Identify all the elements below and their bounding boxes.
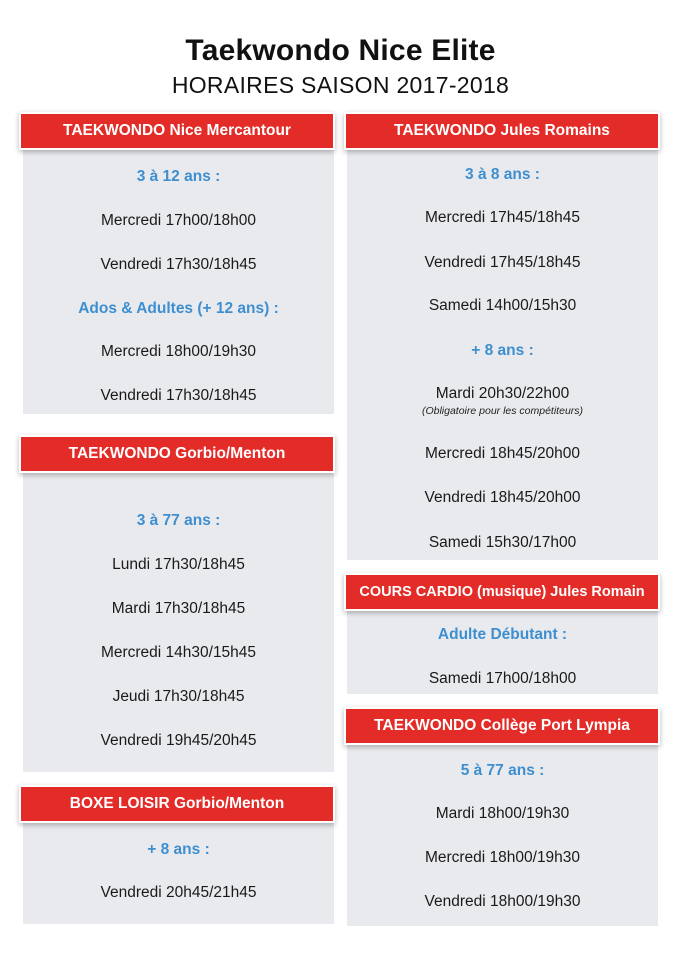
schedule-slot: Mercredi 18h45/20h00 xyxy=(424,445,581,462)
schedule-slot: Vendredi 18h45/20h00 xyxy=(424,489,581,506)
age-group-label: 3 à 8 ans : xyxy=(465,166,540,183)
schedule-slot: Samedi 15h30/17h00 xyxy=(428,534,577,551)
section-header-port-lympia: TAEKWONDO Collège Port Lympia xyxy=(346,709,658,743)
age-group-label: Ados & Adultes (+ 12 ans) : xyxy=(78,300,279,317)
age-group-label: Adulte Débutant : xyxy=(437,626,568,643)
schedule-slot: Mercredi 18h00/19h30 xyxy=(100,343,257,360)
schedule-slot: Mardi 18h00/19h30 xyxy=(435,805,570,822)
age-group-label: + 8 ans : xyxy=(147,841,210,858)
schedule-slot: Vendredi 18h00/19h30 xyxy=(424,893,581,910)
schedule-slot: Vendredi 19h45/20h45 xyxy=(100,732,257,749)
page-title: Taekwondo Nice Elite xyxy=(185,34,496,67)
schedule-slot: Mercredi 18h00/19h30 xyxy=(424,849,581,866)
schedule-note: (Obligatoire pour les compétiteurs) xyxy=(421,405,584,417)
schedule-slot: Mardi 20h30/22h00 xyxy=(435,385,570,402)
schedule-slot: Lundi 17h30/18h45 xyxy=(112,556,245,573)
schedule-slot: Vendredi 17h30/18h45 xyxy=(100,256,257,273)
age-group-label: 3 à 77 ans : xyxy=(136,512,221,529)
section-header-jules-romains: TAEKWONDO Jules Romains xyxy=(346,114,658,148)
section-header-mercantour: TAEKWONDO Nice Mercantour xyxy=(21,114,333,148)
schedule-slot: Mercredi 17h45/18h45 xyxy=(424,209,581,226)
schedule-slot: Mardi 17h30/18h45 xyxy=(111,600,246,617)
section-header-boxe: BOXE LOISIR Gorbio/Menton xyxy=(21,787,333,821)
schedule-slot: Mercredi 17h00/18h00 xyxy=(100,212,257,229)
age-group-label: 3 à 12 ans : xyxy=(136,168,221,185)
age-group-label: 5 à 77 ans : xyxy=(460,762,545,779)
schedule-slot: Vendredi 20h45/21h45 xyxy=(100,884,257,901)
schedule-slot: Vendredi 17h45/18h45 xyxy=(424,254,581,271)
schedule-slot: Mercredi 14h30/15h45 xyxy=(100,644,257,661)
page-subtitle: HORAIRES SAISON 2017-2018 xyxy=(171,72,510,98)
schedule-slot: Vendredi 17h30/18h45 xyxy=(100,387,257,404)
section-header-cardio: COURS CARDIO (musique) Jules Romain xyxy=(346,575,658,609)
age-group-label: + 8 ans : xyxy=(471,342,534,359)
schedule-slot: Samedi 17h00/18h00 xyxy=(428,670,577,687)
section-header-gorbio: TAEKWONDO Gorbio/Menton xyxy=(21,437,333,471)
schedule-slot: Samedi 14h00/15h30 xyxy=(428,297,577,314)
schedule-slot: Jeudi 17h30/18h45 xyxy=(112,688,245,705)
